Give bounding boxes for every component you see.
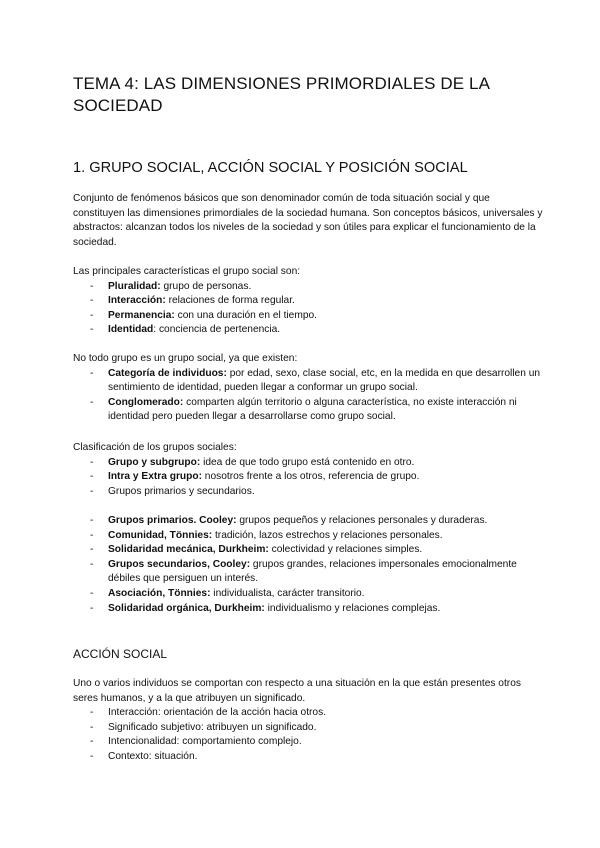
dash-bullet: - [90, 750, 94, 762]
nogroup-block [73, 352, 543, 425]
dash-bullet: - [90, 280, 94, 292]
list-item-term: Identidad [108, 324, 154, 336]
list-item-text: Significado subjetivo: atribuyen un significado. [108, 721, 317, 733]
dash-bullet: - [90, 602, 94, 614]
dash-bullet: - [90, 515, 94, 526]
list-item [73, 485, 543, 500]
page-title: TEMA 4: LAS DIMENSIONES PRIMORDIALES DE LA SOCIEDAD [73, 74, 490, 115]
dash-bullet: - [90, 736, 94, 748]
section1-intro-block [73, 192, 543, 250]
list-item-description: comparten algún territorio o alguna característica, no existe interacción ni identidad pero pueden llegar a desarrollarse como grupo social. [108, 396, 517, 423]
list-item [73, 456, 543, 471]
classification-list [73, 456, 543, 500]
group-types-list [73, 514, 543, 616]
list-item [73, 721, 543, 736]
dash-bullet: - [90, 707, 94, 719]
list-item-description: colectividad y relaciones simples. [268, 544, 423, 556]
dash-bullet: - [90, 485, 94, 497]
list-item [73, 735, 543, 750]
section1-intro-paragraph: Conjunto de fenómenos básicos que son denominador común de toda situación social y que constituyen las dimensiones primordiales de la sociedad humana. Son conceptos básicos, universales y abstractos: alcanzan todos los niveles de la sociedad y son útiles para explicar el funcionamiento de la sociedad. [73, 193, 543, 248]
dash-bullet: - [90, 295, 94, 307]
dash-bullet: - [90, 471, 94, 483]
list-item-description: grupos pequeños y relaciones personales y duraderas. [236, 515, 488, 526]
accion-social-list [73, 706, 543, 764]
classification-lead: Clasificación de los grupos sociales: [73, 442, 237, 453]
list-item-description: por edad, sexo, clase social, etc, en la medida en que desarrollen un sentimiento de identidad, pueden llegar a conformar un grupo social. [108, 367, 541, 394]
list-item-description: individualista, carácter transitorio. [210, 587, 365, 599]
list-item [73, 543, 543, 558]
dash-bullet: - [90, 558, 94, 570]
dash-bullet: - [90, 529, 94, 541]
list-item [73, 396, 543, 425]
group-types-block [73, 514, 543, 616]
dash-bullet: - [90, 396, 94, 408]
characteristics-block [73, 265, 543, 338]
list-item-description: grupo de personas. [160, 280, 252, 292]
list-item-description: idea de que todo grupo está contenido en otro. [200, 456, 415, 468]
section2-block [73, 677, 543, 765]
list-item-term: Interacción: [108, 295, 166, 307]
list-item [73, 558, 543, 587]
list-item-description: nosotros frente a los otros, referencia de grupo. [201, 471, 420, 483]
list-item [73, 706, 543, 721]
list-item-description: relaciones de forma regular. [165, 295, 295, 307]
dash-bullet: - [90, 587, 94, 599]
dash-bullet: - [90, 456, 94, 468]
list-item-description: con una duración en el tiempo. [174, 309, 317, 321]
list-item-term: Solidaridad orgánica, Durkheim: [108, 602, 265, 614]
dash-bullet: - [90, 721, 94, 733]
list-item-term: Grupos primarios. Cooley: [108, 515, 237, 526]
list-item [73, 309, 543, 324]
list-item-description: individualismo y relaciones complejas. [264, 602, 441, 614]
list-item-term: Pluralidad: [108, 280, 161, 292]
list-item [73, 294, 543, 309]
list-item-term: Solidaridad mecánica, Durkheim: [108, 544, 269, 556]
list-item-term: Asociación, Tönnies: [108, 587, 211, 599]
characteristics-list [73, 280, 543, 338]
nogroup-list [73, 367, 543, 425]
list-item-term: Conglomerado: [108, 396, 184, 408]
list-item-term: Intra y Extra grupo: [108, 471, 202, 483]
dash-bullet: - [90, 367, 94, 379]
list-item-term: Grupos secundarios, Cooley: [108, 558, 251, 570]
list-item-description: grupos grandes, relaciones impersonales emocionalmente débiles que persiguen un interés. [108, 558, 517, 585]
dash-bullet: - [90, 324, 94, 336]
list-item-term: Comunidad, Tönnies: [108, 529, 213, 541]
list-item [73, 280, 543, 295]
list-item-text: Intencionalidad: comportamiento complejo. [108, 736, 302, 748]
section-heading-grupo-social: 1. GRUPO SOCIAL, ACCIÓN SOCIAL Y POSICIÓN SOCIAL [73, 160, 468, 176]
list-item [73, 602, 543, 617]
list-item [73, 470, 543, 485]
nogroup-lead: No todo grupo es un grupo social, ya que existen: [73, 353, 298, 364]
list-item [73, 587, 543, 602]
list-item [73, 529, 543, 544]
list-item-text: Contexto: situación. [108, 750, 198, 762]
characteristics-lead: Las principales características el grupo social son: [73, 266, 301, 277]
list-item-term: Permanencia: [108, 309, 175, 321]
list-item [73, 750, 543, 765]
list-item [73, 367, 543, 396]
list-item-description: : conciencia de pertenencia. [153, 324, 281, 336]
dash-bullet: - [90, 309, 94, 321]
list-item [73, 323, 543, 338]
list-item [73, 514, 543, 529]
list-item-text: Interacción: orientación de la acción hacia otros. [108, 707, 327, 719]
section2-intro-paragraph: Uno o varios individuos se comportan con respecto a una situación en la que están presentes otros seres humanos, y a la que atribuyen un significado. [73, 678, 521, 704]
list-item-description: Grupos primarios y secundarios. [108, 485, 255, 497]
section-heading-accion-social: ACCIÓN SOCIAL [73, 647, 168, 661]
list-item-term: Grupo y subgrupo: [108, 456, 201, 468]
classification-block [73, 441, 543, 499]
dash-bullet: - [90, 544, 94, 556]
list-item-term: Categoría de individuos: [108, 367, 227, 379]
list-item-description: tradición, lazos estrechos y relaciones personales. [212, 529, 443, 541]
